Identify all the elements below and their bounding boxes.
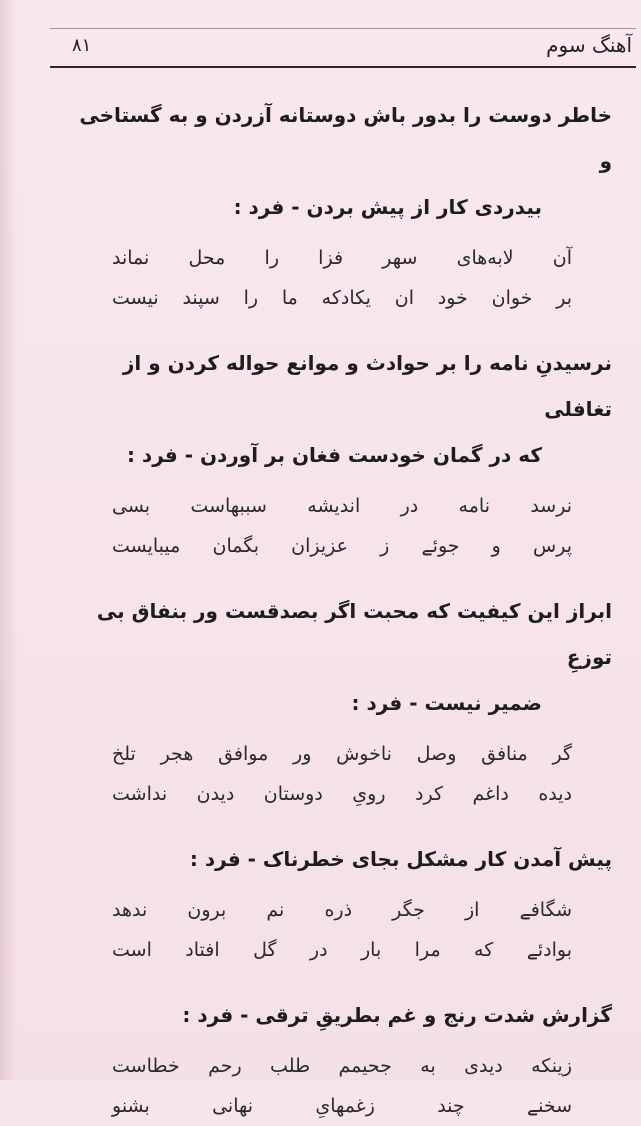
verse-line: گر منافق وصل ناخوش ور موافق هجر تلخ	[112, 743, 572, 765]
verse-line: آن لابه‌های سهر فزا را محل نماند	[112, 247, 572, 269]
verse-line: شگافے از جگر ذره نم برون ندهد	[112, 899, 572, 921]
section-3	[62, 588, 612, 814]
verse	[62, 734, 612, 814]
heading-line: نرسیدنِ نامه را بر حوادث و موانع حواله کردن و از تغافلی	[122, 351, 612, 421]
heading-line: ابراز این کیفیت که محبت اگر بصدقست ور بنفاق بی توزعِ	[96, 599, 612, 669]
heading-line: بیدردی کار از پیش بردن - فرد :	[233, 195, 542, 219]
verse-line: سخنے چند زغمهایِ نهانی بشنو	[112, 1095, 572, 1117]
section-5	[62, 992, 612, 1126]
section-heading	[62, 992, 612, 1038]
section-heading	[62, 836, 612, 882]
heading-line: که در گمان خودست فغان بر آوردن - فرد :	[126, 443, 542, 467]
heading-line: گزارش شدت رنج و غم بطریقِ ترقی - فرد :	[182, 1003, 612, 1027]
section-heading	[62, 92, 612, 230]
verse	[62, 1046, 612, 1126]
section-1	[62, 92, 612, 318]
verse	[62, 890, 612, 970]
verse-line: بر خوان خود ان یکادکه ما را سپند نیست	[112, 287, 572, 309]
heading-line: خاطر دوست را بدور باش دوستانه آزردن و به گستاخی و	[79, 103, 612, 173]
section-heading	[62, 340, 612, 478]
page-header	[50, 28, 636, 71]
verse-line: زینکه دیدی به جحیمم طلب رحم خطاست	[112, 1055, 572, 1077]
section-4	[62, 836, 612, 970]
chapter-title: آهنگ سوم	[546, 33, 632, 57]
verse	[62, 486, 612, 566]
page-edge-shadow	[0, 0, 18, 1080]
verse-line: دیده داغم کرد رویِ دوستان دیدن نداشت	[112, 783, 572, 805]
verse-line: پرس و جوئے ز عزیزان بگمان میبایست	[112, 535, 572, 557]
verse-line: نرسد نامه در اندیشه سببهاست بسی	[112, 495, 572, 517]
section-heading	[62, 588, 612, 726]
section-2	[62, 340, 612, 566]
page-content	[62, 92, 612, 1126]
page-number: ۸۱	[72, 35, 92, 56]
heading-line: پیش آمدن کار مشکل بجای خطرناک - فرد :	[189, 847, 612, 871]
heading-line: ضمیر نیست - فرد :	[351, 691, 542, 715]
verse	[62, 238, 612, 318]
header-rule	[50, 66, 636, 68]
verse-line: بوادئے که مرا بار در گل افتاد است	[112, 939, 572, 961]
